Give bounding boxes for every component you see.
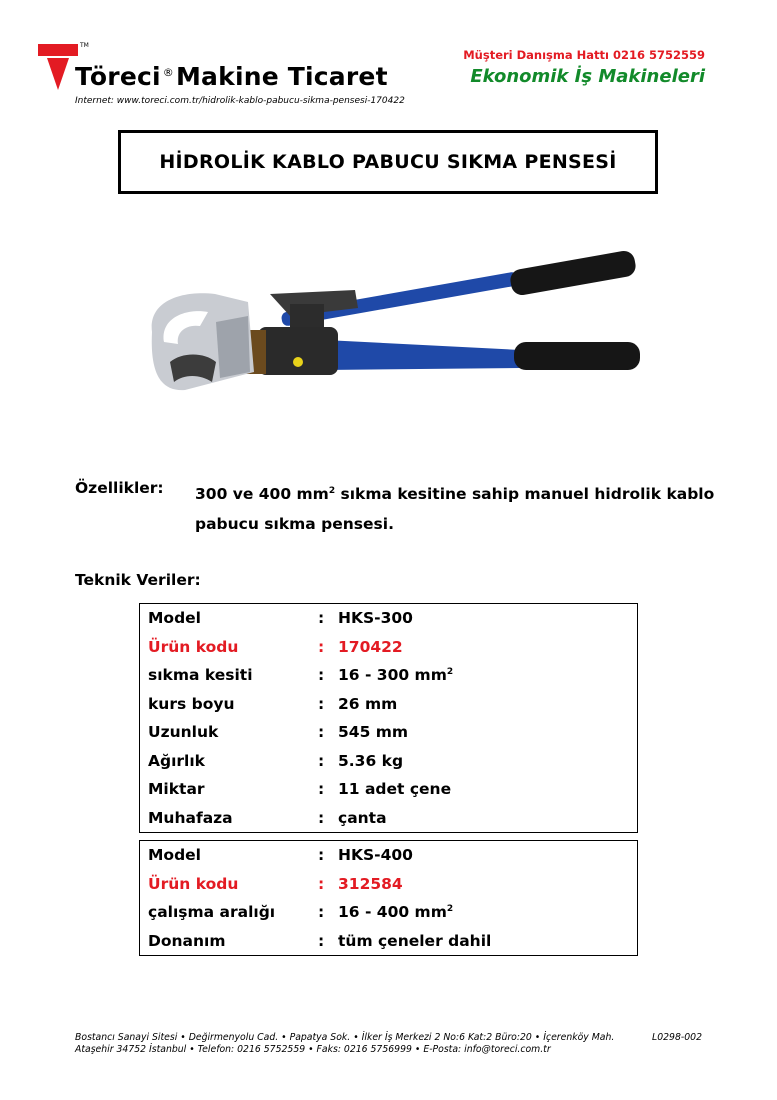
spec-colon: : bbox=[318, 846, 325, 865]
spec-key: sıkma kesiti bbox=[148, 666, 253, 685]
spec-value-text: çanta bbox=[338, 808, 387, 827]
spec-value bbox=[338, 898, 638, 927]
spec-value-text: 5.36 kg bbox=[338, 751, 404, 770]
spec-value-text: 26 mm bbox=[338, 694, 398, 713]
registered-mark: ® bbox=[162, 65, 174, 79]
spec-colon: : bbox=[318, 874, 325, 893]
spec-value-text: tüm çeneler dahil bbox=[338, 931, 492, 950]
toreci-logo-icon bbox=[38, 44, 78, 90]
spec-colon: : bbox=[318, 723, 325, 742]
spec-row bbox=[140, 661, 638, 690]
footer-line-1: Bostancı Sanayi Sitesi • Değirmenyolu Cad. • Papatya Sok. • İlker İş Merkezi 2 No:6 Kat:2 Büro:20 • İçerenköy Mah. bbox=[75, 1032, 615, 1043]
spec-value-text: 312584 bbox=[338, 874, 403, 893]
spec-value-sup: 2 bbox=[446, 667, 454, 678]
spec-value bbox=[338, 633, 638, 662]
spec-colon: : bbox=[318, 903, 325, 922]
spec-key: Muhafaza bbox=[148, 808, 233, 827]
spec-colon: : bbox=[318, 694, 325, 713]
footer-address bbox=[75, 1032, 705, 1056]
spec-colon: : bbox=[318, 637, 325, 656]
spec-value bbox=[338, 870, 638, 899]
spec-key: Ürün kodu bbox=[148, 637, 239, 656]
spec-row bbox=[140, 898, 638, 927]
spec-row bbox=[140, 804, 638, 833]
title-box bbox=[118, 130, 658, 194]
footer-line-2: Ataşehir 34752 İstanbul • Telefon: 0216 5752559 • Faks: 0216 5756999 • E-Posta: info@toreci.com.tr bbox=[75, 1044, 551, 1055]
spec-row bbox=[140, 927, 638, 956]
spec-value bbox=[338, 661, 638, 690]
spec-row bbox=[140, 690, 638, 719]
brand-name-main: Töreci bbox=[75, 62, 161, 91]
features-text-start: 300 ve 400 mm bbox=[195, 485, 329, 503]
features-text-end: sıkma kesitine sahip manuel hidrolik kablo pabucu sıkma pensesi. bbox=[195, 485, 715, 533]
spec-row bbox=[140, 775, 638, 804]
page-title: HİDROLİK KABLO PABUCU SIKMA PENSESİ bbox=[159, 151, 617, 173]
spec-row bbox=[140, 604, 638, 633]
spec-row bbox=[140, 747, 638, 776]
spec-colon: : bbox=[318, 931, 325, 950]
spec-value bbox=[338, 927, 638, 956]
brand-name bbox=[75, 62, 388, 91]
spec-value bbox=[338, 718, 638, 747]
spec-value bbox=[338, 775, 638, 804]
spec-key: Model bbox=[148, 609, 201, 628]
spec-colon: : bbox=[318, 609, 325, 628]
spec-value-text: 16 - 400 mm bbox=[338, 903, 447, 922]
spec-colon: : bbox=[318, 666, 325, 685]
spec-key: Miktar bbox=[148, 780, 205, 799]
spec-value-text: 11 adet çene bbox=[338, 780, 452, 799]
spec-value bbox=[338, 804, 638, 833]
spec-table-hks-300 bbox=[139, 603, 638, 833]
page-url: Internet: www.toreci.com.tr/hidrolik-kablo-pabucu-sikma-pensesi-170422 bbox=[75, 96, 405, 106]
features-label: Özellikler: bbox=[75, 479, 164, 497]
spec-colon: : bbox=[318, 780, 325, 799]
spec-row bbox=[140, 633, 638, 662]
spec-value bbox=[338, 747, 638, 776]
spec-key: kurs boyu bbox=[148, 694, 235, 713]
spec-row bbox=[140, 870, 638, 899]
customer-hotline: Müşteri Danışma Hattı 0216 5752559 bbox=[463, 48, 705, 62]
slogan: Ekonomik İş Makineleri bbox=[470, 66, 705, 87]
spec-value-text: HKS-400 bbox=[338, 846, 413, 865]
spec-value-text: 170422 bbox=[338, 637, 403, 656]
spec-key: Uzunluk bbox=[148, 723, 219, 742]
spec-table-hks-400 bbox=[139, 840, 638, 956]
spec-row bbox=[140, 718, 638, 747]
spec-value-text: HKS-300 bbox=[338, 609, 413, 628]
document-code: L0298-002 bbox=[652, 1032, 702, 1043]
spec-colon: : bbox=[318, 751, 325, 770]
features-text-sup: 2 bbox=[328, 485, 336, 496]
brand-name-rest: Makine Ticaret bbox=[175, 62, 388, 91]
spec-value-sup: 2 bbox=[446, 904, 454, 915]
spec-key: Ürün kodu bbox=[148, 874, 239, 893]
technical-data-label: Teknik Veriler: bbox=[75, 571, 201, 589]
spec-value-text: 16 - 300 mm bbox=[338, 666, 447, 685]
spec-value bbox=[338, 841, 638, 870]
trademark-mark: TM bbox=[80, 42, 89, 49]
spec-colon: : bbox=[318, 808, 325, 827]
features-text bbox=[195, 479, 715, 539]
spec-key: çalışma aralığı bbox=[148, 903, 276, 922]
spec-key: Ağırlık bbox=[148, 751, 205, 770]
spec-value-text: 545 mm bbox=[338, 723, 409, 742]
spec-value bbox=[338, 690, 638, 719]
spec-value bbox=[338, 604, 638, 633]
spec-row bbox=[140, 841, 638, 870]
spec-key: Model bbox=[148, 846, 201, 865]
hydraulic-crimping-tool-image bbox=[130, 222, 650, 442]
spec-key: Donanım bbox=[148, 931, 226, 950]
